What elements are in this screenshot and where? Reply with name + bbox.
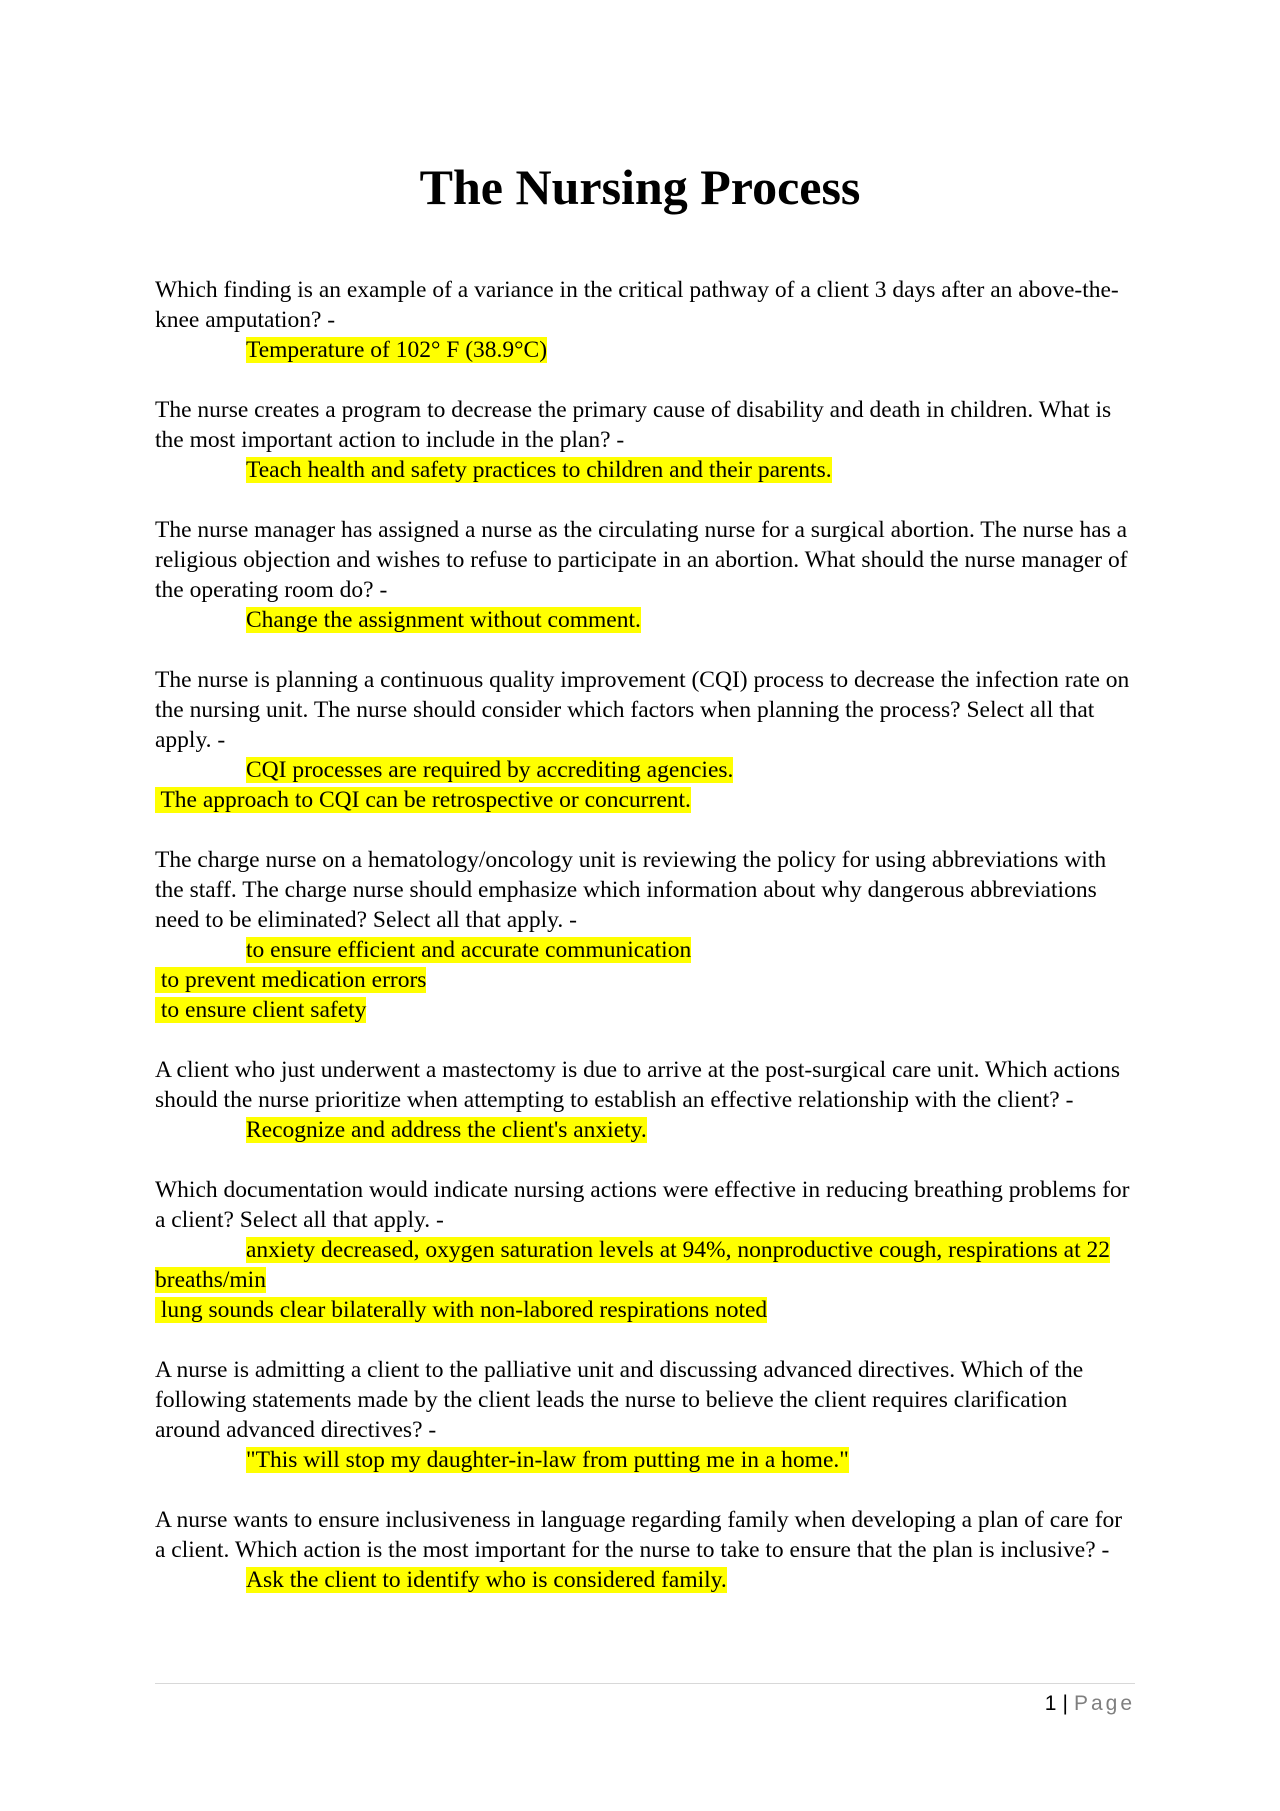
- answer: [155, 965, 1135, 995]
- question-text: A client who just underwent a mastectomy is due to arrive at the post-surgical care unit. Which actions should the nurse prioritize when attempting to establish an effective relationship with the client? -: [155, 1057, 1120, 1113]
- answer-highlight: anxiety decreased, oxygen saturation levels at 94%, nonproductive cough, respirations at 22 breaths/min: [155, 1237, 1111, 1293]
- document-title: The Nursing Process: [419, 159, 861, 215]
- question-text: A nurse is admitting a client to the palliative unit and discussing advanced directives. Which of the following statements made by the client leads the nurse to believe the client requires clarification around advanced directives? -: [155, 1357, 1084, 1443]
- answer: [155, 1295, 1135, 1325]
- answer-highlight: to ensure client safety: [155, 997, 367, 1023]
- qa-item: [155, 845, 1135, 1025]
- qa-item: [155, 1055, 1135, 1145]
- answer: [155, 935, 1135, 965]
- answer-highlight: to prevent medication errors: [155, 967, 427, 993]
- answer-highlight: Temperature of 102° F (38.9°C): [246, 337, 548, 363]
- qa-item: [155, 395, 1135, 485]
- answer: [155, 455, 1135, 485]
- answer: [155, 335, 1135, 365]
- qa-list: [155, 275, 1135, 1625]
- answer: [155, 1115, 1135, 1145]
- page-label: Page: [1073, 1692, 1135, 1715]
- question-text: Which documentation would indicate nursing actions were effective in reducing breathing problems for a client? Select all that apply. -: [155, 1177, 1130, 1233]
- answer: [155, 1235, 1135, 1295]
- page-number: 1: [1044, 1692, 1057, 1715]
- answer-highlight: Change the assignment without comment.: [246, 607, 641, 633]
- answer-highlight: "This will stop my daughter-in-law from putting me in a home.": [246, 1447, 849, 1473]
- qa-item: [155, 275, 1135, 365]
- question-text: A nurse wants to ensure inclusiveness in language regarding family when developing a plan of care for a client. Which action is the most important for the nurse to take to ensure that the plan is inclusive? -: [155, 1507, 1123, 1563]
- answer-highlight: Recognize and address the client's anxiety.: [246, 1117, 647, 1143]
- answer-highlight: Teach health and safety practices to children and their parents.: [246, 457, 832, 483]
- answer-highlight: to ensure efficient and accurate communication: [246, 937, 692, 963]
- question-text: The nurse creates a program to decrease the primary cause of disability and death in children. What is the most important action to include in the plan? -: [155, 397, 1112, 453]
- qa-item: [155, 665, 1135, 815]
- answer: [155, 1565, 1135, 1595]
- question-text: The charge nurse on a hematology/oncology unit is reviewing the policy for using abbreviations with the staff. The charge nurse should emphasize which information about why dangerous abbreviations need to be eliminated? Select all that apply. -: [155, 847, 1107, 933]
- answer-highlight: The approach to CQI can be retrospective or concurrent.: [155, 787, 691, 813]
- answer: [155, 995, 1135, 1025]
- question-text: Which finding is an example of a variance in the critical pathway of a client 3 days after an above-the-knee amputation? -: [155, 277, 1119, 333]
- answer-highlight: Ask the client to identify who is considered family.: [246, 1567, 727, 1593]
- answer-highlight: CQI processes are required by accrediting agencies.: [246, 757, 734, 783]
- answer: [155, 785, 1135, 815]
- question-text: The nurse is planning a continuous quality improvement (CQI) process to decrease the infection rate on the nursing unit. The nurse should consider which factors when planning the process? Select all that apply. -: [155, 667, 1130, 753]
- footer-divider: [155, 1683, 1135, 1684]
- answer: [155, 1445, 1135, 1475]
- footer-separator: |: [1062, 1692, 1068, 1715]
- answer-highlight: lung sounds clear bilaterally with non-labored respirations noted: [155, 1297, 768, 1323]
- question-text: The nurse manager has assigned a nurse as the circulating nurse for a surgical abortion. The nurse has a religious objection and wishes to refuse to participate in an abortion. What should the nurse manager of the operating room do? -: [155, 517, 1128, 603]
- qa-item: [155, 1175, 1135, 1325]
- answer: [155, 605, 1135, 635]
- answer: [155, 755, 1135, 785]
- qa-item: [155, 1505, 1135, 1595]
- qa-item: [155, 1355, 1135, 1475]
- qa-item: [155, 515, 1135, 635]
- page-footer: [1045, 1690, 1135, 1718]
